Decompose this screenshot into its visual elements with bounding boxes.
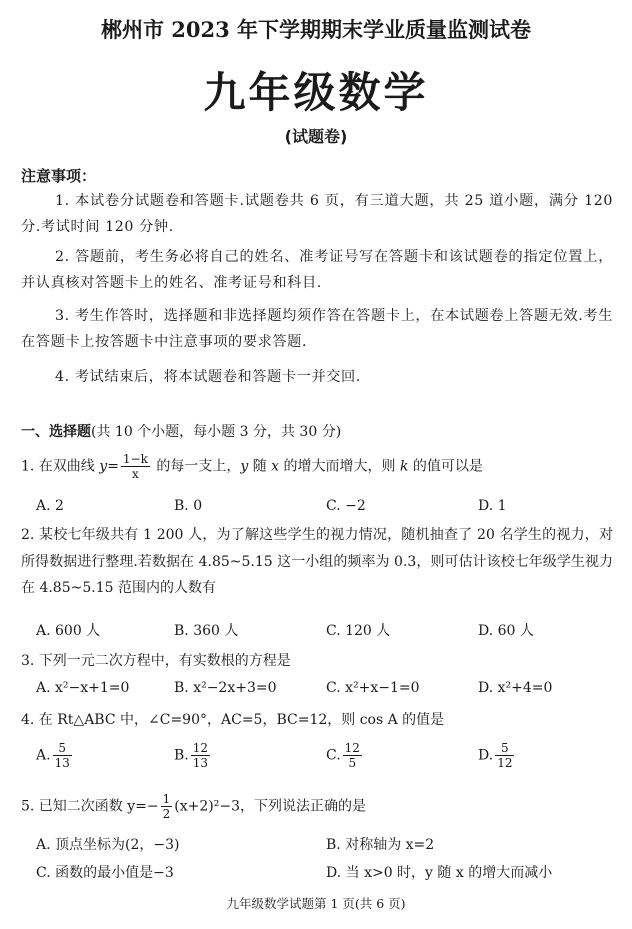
q3-option-a: A. x²−x+1=0: [36, 680, 130, 696]
q1-frac-num: 1−k: [122, 452, 148, 466]
q3-option-b: B. x²−2x+3=0: [174, 680, 277, 696]
q4-option-c: [326, 741, 364, 770]
q1-text-2: 随: [248, 458, 272, 475]
notice-item-1: 1. 本试卷分试题卷和答题卡.试题卷共 6 页，有三道大题，共 25 道小题，满分 120 分.考试时间 120 分钟.: [21, 193, 613, 235]
q1-text-1: 的每一支上，: [151, 458, 241, 475]
q1-fraction: [121, 452, 150, 481]
question-5: [21, 792, 366, 821]
question-4: 4. 在 Rt△ABC 中，∠C=90°，AC=5，BC=12，则 cos A 的值是: [21, 712, 445, 728]
question-2: 2. 某校七年级共有 1 200 人，为了解这些学生的视力情况，随机抽查了 20 名学生的视力，对所得数据进行整理.若数据在 4.85~5.15 这一小组的频率为 0.3，则可估计该校七年级学生视力在 4.85~5.15 范围内的人数有: [21, 527, 613, 596]
q4-b-den: 13: [192, 756, 209, 770]
q1-var-2: x: [271, 458, 280, 475]
q1-option-d: D. 1: [478, 498, 507, 514]
notice-item-2: 2. 答题前，考生务必将自己的姓名、准考证号写在答题卡和该试题卷的指定位置上，并认真核对答题卡上的姓名、准考证号和科目.: [21, 249, 613, 291]
q5-frac-num: 1: [162, 792, 171, 806]
exam-header: 郴州市 2023 年下学期期末学业质量监测试卷: [100, 17, 532, 42]
q5-text-post: (x+2)²−3，下列说法正确的是: [174, 798, 366, 815]
q2-option-a: A. 600 人: [36, 623, 101, 639]
q1-var-y: y: [99, 458, 108, 475]
q3-option-c: C. x²+x−1=0: [326, 680, 420, 696]
notice-heading: 注意事项：: [21, 167, 97, 185]
q2-option-c: C. 120 人: [326, 623, 391, 639]
q1-option-b: B. 0: [174, 498, 203, 514]
q1-text-3: 的增大而增大，则: [279, 458, 400, 475]
q1-frac-den: x: [132, 467, 139, 481]
q1-text-4: 的值可以是: [408, 458, 483, 475]
q5-option-c: C. 函数的最小值是−3: [36, 865, 174, 881]
q1-option-c: C. −2: [326, 498, 366, 514]
q4-c-num: 12: [344, 741, 360, 755]
q4-d-num: 5: [495, 741, 514, 756]
page-footer: 九年级数学试题第 1 页(共 6 页): [226, 896, 406, 911]
q2-option-b: B. 360 人: [174, 623, 239, 639]
q3-option-d: D. x²+4=0: [478, 680, 553, 696]
q5-text-pre: 5. 已知二次函数 y=−: [21, 798, 159, 815]
q4-option-a: [36, 741, 74, 770]
section-heading: [21, 421, 341, 441]
page-subtitle: (试题卷): [284, 127, 348, 146]
q4-option-b: [174, 741, 212, 770]
q5-fraction: [161, 792, 173, 821]
q4-a-fraction: [53, 741, 72, 770]
q5-frac-den: 2: [162, 807, 171, 821]
q4-c-label: C.: [326, 747, 341, 764]
q5-option-a: A. 顶点坐标为(2，−3): [36, 837, 180, 853]
notice-item-4: 4. 考试结束后，将本试题卷和答题卡一并交回.: [55, 369, 361, 385]
section-note: (共 10 个小题，每小题 3 分，共 30 分): [91, 424, 342, 440]
question-1: [21, 452, 483, 481]
q4-c-fraction: [343, 741, 362, 770]
page-title: 九年级数学: [203, 68, 429, 117]
q4-b-label: B.: [174, 747, 189, 764]
q4-b-num: 12: [192, 741, 209, 755]
q4-option-d: [478, 741, 516, 770]
q1-eq: =: [107, 458, 119, 475]
q4-a-num: 5: [53, 741, 72, 756]
q5-option-d: D. 当 x>0 时，y 随 x 的增大而减小: [326, 865, 553, 881]
q4-d-label: D.: [478, 747, 494, 764]
q4-d-fraction: [495, 741, 514, 770]
question-3: 3. 下列一元二次方程中，有实数根的方程是: [21, 653, 291, 669]
q1-var-3: k: [399, 458, 409, 475]
q4-d-den: 12: [497, 756, 513, 770]
q4-c-den: 5: [348, 756, 357, 770]
q1-var-1: y: [240, 458, 249, 475]
q1-option-a: A. 2: [36, 498, 64, 514]
notice-item-3: 3. 考生作答时，选择题和非选择题均须作答在答题卡上，在本试题卷上答题无效.考生在答题卡上按答题卡中注意事项的要求答题.: [21, 308, 613, 350]
q4-a-label: A.: [36, 747, 51, 764]
q5-option-b: B. 对称轴为 x=2: [326, 837, 435, 853]
q1-text-pre: 1. 在双曲线: [21, 458, 100, 475]
q2-option-d: D. 60 人: [478, 623, 534, 639]
q4-b-fraction: [191, 741, 210, 770]
section-title: 一、选择题: [21, 424, 91, 440]
q4-a-den: 13: [54, 756, 70, 770]
